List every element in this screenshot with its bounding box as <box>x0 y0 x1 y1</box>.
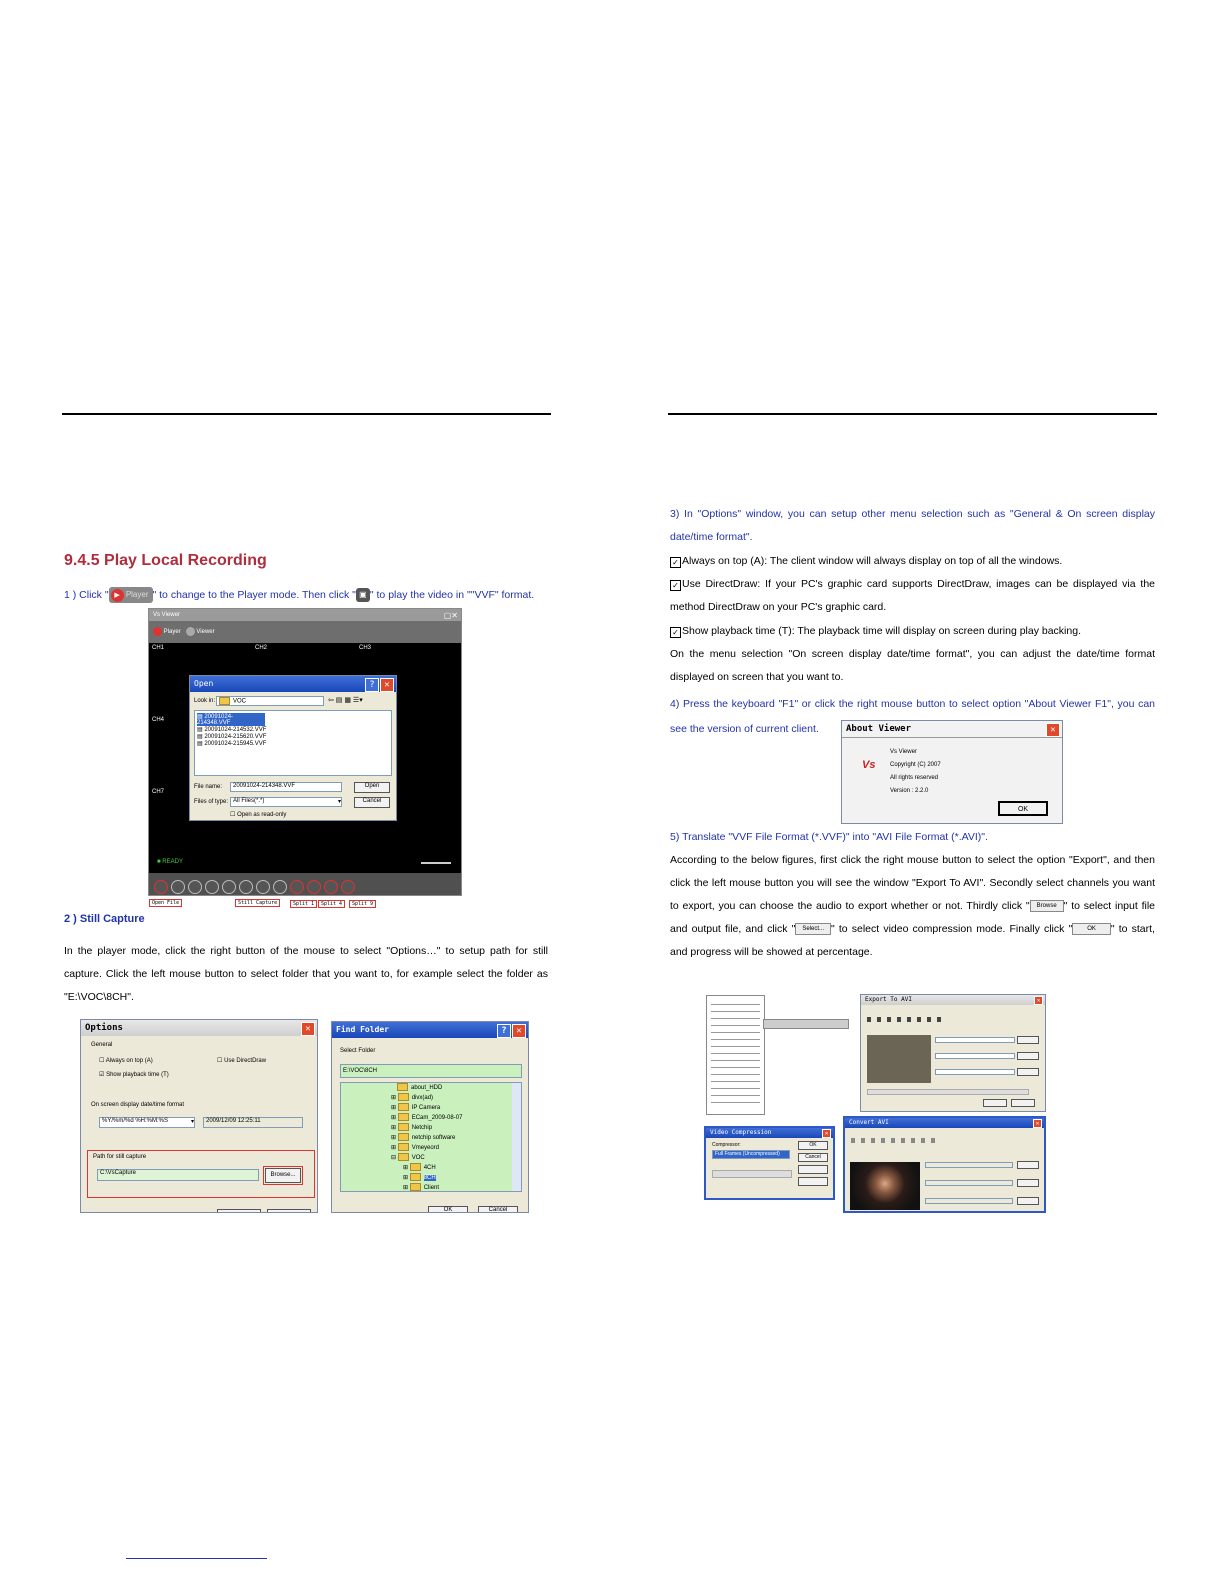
osd-group-label: On screen display date/time format <box>91 1102 185 1108</box>
file-icon: ▤ <box>197 714 203 720</box>
always-on-top-checkbox[interactable] <box>99 1057 153 1064</box>
callout-split-9: Split 9 <box>349 900 376 908</box>
right-page-top-rule <box>668 413 1157 415</box>
step1-mid: " to change to the Player mode. Then click " <box>152 589 356 601</box>
close-icon[interactable]: ✕ <box>1046 723 1060 737</box>
viewer-tab-icon <box>186 627 195 636</box>
export-avi-window <box>860 994 1046 1112</box>
file-item[interactable] <box>197 740 391 747</box>
right-p2b <box>670 573 1155 619</box>
callout-still-capture: Still Capture <box>235 899 280 907</box>
channel-label-2: CH2 <box>255 645 268 651</box>
file-name-label: File name: <box>194 784 223 790</box>
checkbox-checked-icon: ✓ <box>670 627 681 638</box>
compressor-value: Full Frames (Uncompressed) <box>715 1151 780 1157</box>
inline-browse-button: Browse <box>1030 900 1064 912</box>
section-title: 9.4.5 Play Local Recording <box>64 552 267 569</box>
find-folder-titlebar <box>332 1022 528 1038</box>
checkbox-checked-icon: ✓ <box>670 557 681 568</box>
close-icon[interactable]: ✕ <box>1033 1119 1042 1128</box>
input-file-field[interactable] <box>935 1037 1015 1043</box>
tree-item-label: 8CH <box>423 1175 436 1181</box>
viewer-window <box>148 608 462 896</box>
rewind-icon[interactable] <box>171 880 185 894</box>
channel-label-3: CH3 <box>359 645 372 651</box>
show-playback-checkbox[interactable] <box>99 1071 169 1078</box>
video-compression-titlebar <box>706 1128 833 1138</box>
about-line-2: Copyright (C) 2007 <box>890 762 941 768</box>
status-text: READY <box>162 859 183 865</box>
export-avi-title: Export To AVI <box>865 996 912 1003</box>
tree-item-label: divx(ad) <box>411 1095 434 1101</box>
checkbox-icon: ☐ <box>99 1058 105 1064</box>
split-9-icon[interactable] <box>341 880 355 894</box>
help-icon[interactable]: ? <box>365 678 379 692</box>
checkbox-checked-icon: ☑ <box>99 1072 105 1078</box>
channel-label-1: CH1 <box>152 645 165 651</box>
tree-item[interactable]: ⊞ Vmeyeord <box>391 1145 440 1151</box>
date-format-select[interactable] <box>99 1117 195 1128</box>
tree-item-label: IP Camera <box>411 1105 441 1111</box>
close-icon[interactable]: ✕ <box>512 1024 526 1038</box>
folder-tree <box>340 1082 522 1192</box>
tree-item[interactable]: ⊞ netchip software <box>391 1135 456 1141</box>
look-in-select[interactable] <box>216 696 324 706</box>
channel-checkboxes[interactable] <box>867 1017 947 1022</box>
find-folder-ok-button[interactable]: OK <box>428 1206 468 1213</box>
right-p5-text <box>670 849 1155 964</box>
tree-item[interactable]: ⊞ ECam_2009-08-07 <box>391 1115 463 1121</box>
inline-ok-button: OK <box>1072 923 1111 935</box>
look-in-label: Look in: <box>194 698 216 704</box>
player-mode-label: Player <box>125 590 149 600</box>
callout-split-1: Split 1 <box>290 900 317 908</box>
file-item[interactable] <box>197 733 391 740</box>
player-mode-button[interactable] <box>109 587 153 603</box>
open-button[interactable]: Open <box>354 782 390 793</box>
file-item-label: 20091024-214532.VVF <box>204 727 267 733</box>
output-file-field[interactable] <box>935 1053 1015 1059</box>
checkbox-checked-icon: ✓ <box>670 580 681 591</box>
quality-slider[interactable] <box>712 1170 792 1178</box>
right-p4: 4) Press the keyboard "F1" or click the right mouse button to select option "About Viewer F1", you can see the version of current client. <box>670 698 1155 735</box>
tree-item-label: Netchip <box>411 1125 433 1131</box>
play-back-icon[interactable] <box>205 880 219 894</box>
file-item-label: 20091024-214348.VVF <box>197 714 234 726</box>
close-icon[interactable]: ✕ <box>380 678 394 692</box>
step-back-icon[interactable] <box>188 880 202 894</box>
show-playback-desc: Show playback time (T): The playback time will display on screen during play backing. <box>682 625 1081 637</box>
tree-item-selected[interactable]: ⊞ 8CH <box>403 1175 436 1181</box>
controls-bar <box>149 873 462 896</box>
convert-avi-titlebar <box>845 1118 1044 1128</box>
tree-item-label: Vmeyeord <box>411 1145 440 1151</box>
about-line-4: Version : 2.2.0 <box>890 788 929 794</box>
split-4-icon[interactable] <box>324 880 338 894</box>
p5-text-c: " to select video compression mode. Finally click " <box>831 923 1073 935</box>
viewer-toolbar <box>149 621 461 643</box>
convert-channel-checkboxes[interactable] <box>851 1138 935 1143</box>
about-titlebar <box>842 721 1062 738</box>
close-icon[interactable]: ✕ <box>1034 996 1043 1005</box>
compression-field[interactable] <box>935 1069 1015 1075</box>
options-title: Options <box>85 1023 123 1033</box>
compressor-label: Compressor: <box>712 1142 741 1148</box>
about-title: About Viewer <box>846 724 912 734</box>
convert-input-field[interactable] <box>925 1162 1013 1168</box>
always-on-top-desc: Always on top (A): The client window will always display on top of all the windows. <box>682 555 1063 567</box>
convert-browse-button-2[interactable] <box>1017 1179 1039 1187</box>
use-directdraw-checkbox[interactable] <box>217 1057 266 1064</box>
folder-icon <box>398 1103 409 1111</box>
convert-avi-title: Convert AVI <box>849 1119 889 1126</box>
use-directdraw-label: Use DirectDraw <box>224 1058 267 1064</box>
step-forward-icon[interactable] <box>256 880 270 894</box>
file-type-label: Files of type: <box>194 799 229 805</box>
find-folder-title: Find Folder <box>336 1025 389 1034</box>
step1-text <box>64 587 534 603</box>
convert-avi-window <box>843 1116 1046 1213</box>
nav-toolbar-icons[interactable]: ⇦ ▤ ▦ ☰▾ <box>328 697 363 704</box>
p5-text-a: According to the below figures, first click the right mouse button to select the option "Export", and then click the left mouse button you will see the window "Export To AVI". Secondly select channels you want to export, you can choose the audio to export whether or not. Thirdly click " <box>670 854 1155 912</box>
readonly-label: Open as read-only <box>237 812 287 818</box>
callout-split-4: Split 4 <box>318 900 345 908</box>
open-dialog-title: Open <box>194 679 214 688</box>
about-ok-button[interactable]: OK <box>998 801 1048 816</box>
video-frame-image <box>850 1162 920 1210</box>
find-folder-cancel-button[interactable]: Cancel <box>478 1206 518 1213</box>
volume-slider[interactable] <box>421 862 451 864</box>
video-compression-window <box>704 1126 835 1200</box>
convert-output-field[interactable] <box>925 1180 1013 1186</box>
checkbox-icon: ☐ <box>230 812 236 818</box>
status-indicator-icon: ■ <box>157 859 161 865</box>
tree-item-label: about_HDD <box>411 1085 443 1091</box>
file-item[interactable] <box>197 726 391 733</box>
viewer-title: Vs Viewer <box>153 612 180 618</box>
export-avi-titlebar <box>861 995 1045 1005</box>
pause-icon[interactable] <box>222 880 236 894</box>
tree-item[interactable]: ⊟ VOC <box>391 1155 425 1161</box>
viewer-tab-viewer-label: Viewer <box>196 629 215 635</box>
tree-item-label: 4CH <box>423 1165 436 1171</box>
left-page-top-rule <box>62 413 551 415</box>
folder-icon <box>398 1123 409 1131</box>
tree-item[interactable]: ⊞ Netchip <box>391 1125 433 1131</box>
folder-icon <box>398 1113 409 1121</box>
app-logo-icon: Vs <box>862 759 876 771</box>
folder-icon <box>398 1133 409 1141</box>
tree-item[interactable]: ⊞ IP Camera <box>391 1105 441 1111</box>
tree-item[interactable]: ⊞ divx(ad) <box>391 1095 434 1101</box>
file-item-label: 20091024-215945.VVF <box>204 741 267 747</box>
options-cancel-button[interactable] <box>267 1209 311 1213</box>
folder-icon <box>410 1173 421 1181</box>
file-type-select[interactable] <box>230 797 342 807</box>
folder-icon <box>398 1143 409 1151</box>
viewer-close-icon[interactable]: ▢✕ <box>443 611 458 620</box>
export-ok-button[interactable] <box>983 1099 1007 1107</box>
file-name-input[interactable]: 20091024-214348.VVF <box>230 782 342 792</box>
options-ok-button[interactable] <box>217 1209 261 1213</box>
tree-scrollbar[interactable] <box>512 1083 521 1191</box>
viewer-titlebar <box>149 609 461 621</box>
folder-icon <box>410 1163 421 1171</box>
folder-icon <box>398 1093 409 1101</box>
video-compression-title: Video Compression <box>710 1129 772 1136</box>
open-dialog <box>189 675 397 821</box>
date-format-value: %Y/%m/%d %H:%M:%S <box>102 1118 169 1124</box>
channel-label-7: CH7 <box>152 789 165 795</box>
tree-item[interactable]: ⊞ Client <box>403 1185 440 1191</box>
player-icon: ▶ <box>111 589 124 602</box>
show-playback-label: Show playback time (T) <box>106 1072 169 1078</box>
output-browse-button[interactable] <box>1017 1052 1039 1060</box>
help-icon[interactable]: ? <box>497 1024 511 1038</box>
convert-browse-button-1[interactable] <box>1017 1161 1039 1169</box>
fast-forward-icon[interactable] <box>273 880 287 894</box>
still-capture-heading: 2 ) Still Capture <box>64 913 145 925</box>
right-p1: 3) In "Options" window, you can setup other menu selection such as "General & On screen display date/time format". <box>670 508 1155 543</box>
tree-item-label: netchip software <box>411 1135 456 1141</box>
close-icon[interactable]: ✕ <box>822 1129 831 1138</box>
readonly-checkbox[interactable] <box>230 811 286 818</box>
tree-item-label: ECam_2009-08-07 <box>411 1115 463 1121</box>
open-file-icon[interactable] <box>154 880 168 894</box>
viewer-tab-player[interactable] <box>153 629 181 635</box>
folder-icon <box>397 1083 408 1091</box>
file-icon: ▤ <box>197 734 203 740</box>
configure-button[interactable] <box>798 1165 828 1174</box>
date-format-preview: 2009/12/09 12:25:11 <box>203 1117 303 1128</box>
right-p2a <box>670 550 1155 573</box>
p5-text-b: " to select input file and output file, and click " <box>670 900 1155 935</box>
open-dialog-titlebar <box>190 676 396 692</box>
about-line-3: All rights reserved <box>890 775 939 781</box>
step1-post: " to play the video in ""VVF" format. <box>369 589 535 601</box>
export-preview <box>867 1035 931 1083</box>
folder-icon <box>398 1153 409 1161</box>
compressor-select[interactable] <box>712 1150 790 1159</box>
general-group-label: General <box>91 1042 113 1048</box>
select-compression-button[interactable] <box>1017 1068 1039 1076</box>
folder-icon <box>219 697 230 705</box>
folder-path-field[interactable]: E:\VOC\8CH <box>340 1064 522 1078</box>
about-codec-button[interactable] <box>798 1177 828 1186</box>
channel-label-4: CH4 <box>152 717 165 723</box>
compression-cancel-button[interactable]: Cancel <box>798 1153 828 1162</box>
viewer-tab-player-label: Player <box>163 629 181 635</box>
context-menu-items[interactable] <box>711 1000 760 1106</box>
about-line-1: Vs Viewer <box>890 749 917 755</box>
export-cancel-button[interactable] <box>1011 1099 1035 1107</box>
close-icon[interactable]: ✕ <box>301 1022 315 1036</box>
player-tab-icon <box>153 627 162 636</box>
tree-item-label: VOC <box>411 1155 425 1161</box>
find-folder-window <box>331 1021 529 1213</box>
context-menu <box>706 995 765 1115</box>
options-titlebar <box>81 1020 317 1036</box>
compression-ok-button[interactable]: OK <box>798 1141 828 1150</box>
context-submenu[interactable] <box>763 1019 849 1029</box>
play-file-icon[interactable]: ▣ <box>356 588 370 602</box>
cancel-button[interactable]: Cancel <box>354 797 390 808</box>
checkbox-icon: ☐ <box>217 1058 223 1064</box>
options-window <box>80 1019 318 1213</box>
step1-pre: 1 ) Click " <box>64 589 109 601</box>
browse-button[interactable]: Browse... <box>265 1168 301 1183</box>
still-capture-text: In the player mode, click the right button of the mouse to select "Options…" to setup path for still capture. Click the left mouse button to select folder that you want to, for example select the folder as "E:\VOC\8CH". <box>64 945 548 1003</box>
chevron-down-icon: ▾ <box>190 1119 194 1125</box>
convert-select-button[interactable] <box>1017 1197 1039 1205</box>
capture-path-input[interactable]: C:\VsCapture <box>97 1169 259 1181</box>
path-group-label: Path for still capture <box>93 1154 147 1160</box>
tree-item-label: Client <box>423 1185 440 1191</box>
tree-item[interactable]: ⊞ 4CH <box>403 1165 436 1171</box>
chevron-down-icon: ▾ <box>337 799 341 805</box>
always-on-top-label: Always on top (A) <box>105 1058 153 1064</box>
play-icon[interactable] <box>239 880 253 894</box>
about-window <box>841 720 1063 824</box>
file-icon: ▤ <box>197 741 203 747</box>
convert-compression-field[interactable] <box>925 1198 1013 1204</box>
file-item[interactable] <box>197 713 265 726</box>
inline-select-button: Select... <box>795 923 831 935</box>
right-p5-heading: 5) Translate "VVF File Format (*.VVF)" into "AVI File Format (*.AVI)". <box>670 831 988 843</box>
progress-bar <box>867 1089 1029 1095</box>
use-directdraw-desc: Use DirectDraw: If your PC's graphic card supports DirectDraw, images can be displayed via the method DirectDraw on your PC's graphic card. <box>670 578 1155 613</box>
input-browse-button[interactable] <box>1017 1036 1039 1044</box>
p5-text-d: " to start, and progress will be showed at percentage. <box>670 923 1155 958</box>
select-folder-label: Select Folder <box>340 1048 376 1054</box>
file-list <box>194 710 392 776</box>
right-p3: On the menu selection "On screen display date/time format", you can adjust the date/time format displayed on screen that you want to. <box>670 648 1155 683</box>
tree-item[interactable] <box>391 1083 521 1093</box>
still-capture-icon[interactable] <box>290 880 304 894</box>
callout-open-file: Open File <box>149 899 182 907</box>
folder-icon <box>410 1183 421 1191</box>
split-1-icon[interactable] <box>307 880 321 894</box>
file-icon: ▤ <box>197 727 203 733</box>
status-ready <box>157 859 183 865</box>
file-type-value: All Files(*.*) <box>233 798 265 804</box>
look-in-value: VOC <box>233 698 247 705</box>
right-p2c <box>670 620 1155 643</box>
file-item-label: 20091024-215620.VVF <box>204 734 267 740</box>
viewer-tab-viewer[interactable] <box>186 629 215 635</box>
footer-link-line <box>126 1558 267 1559</box>
